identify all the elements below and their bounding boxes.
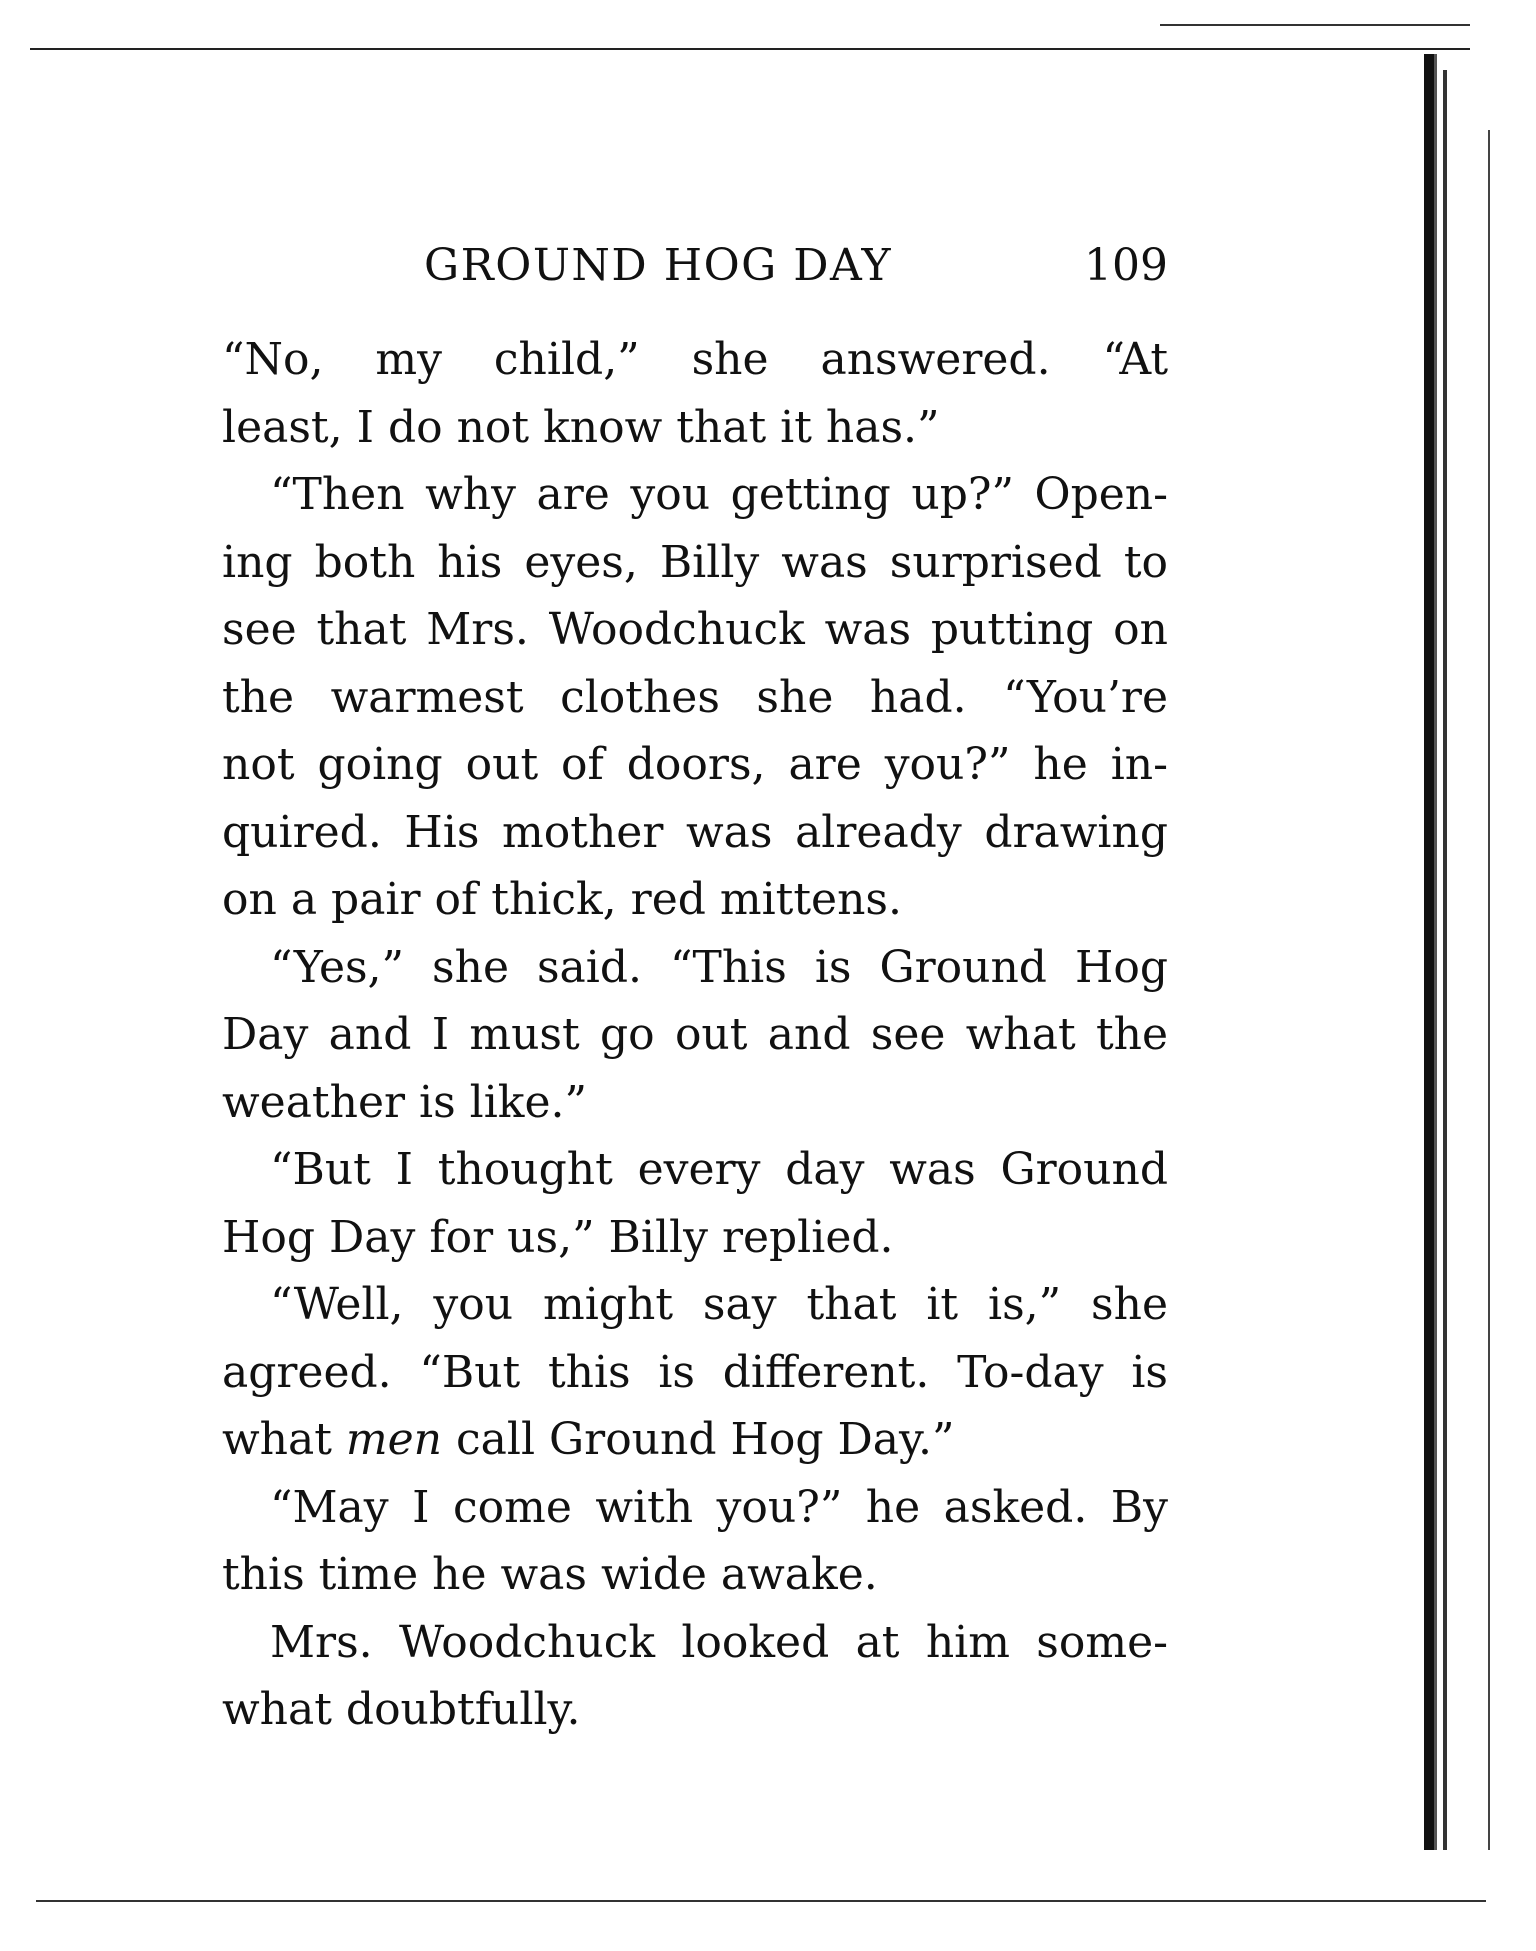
page-header [222,232,1168,302]
text-line: “But I thought every day was Ground [270,1144,1168,1195]
text-line: what doubtfully. [222,1684,581,1735]
book-spine-edge [1443,70,1447,1850]
text-line: “Yes,” she said. “This is Ground Hog [270,941,1168,993]
text-segment: what [222,1414,346,1465]
text-line: Day and I must go out and see what the [222,1009,1168,1060]
scan-border-top [30,48,1470,50]
text-line [222,1406,1168,1474]
text-line: not going out of doors, are you?” he in- [222,739,1168,790]
book-page-edge [1488,130,1490,1850]
scan-border-top-right [1160,24,1470,26]
text-line: “Well, you might say that it is,” she [270,1279,1168,1330]
text-line: Mrs. Woodchuck looked at him some- [270,1616,1168,1668]
page-number: 109 [1084,240,1168,291]
text-line: “No, my child,” she answered. “At [222,334,1168,385]
text-line: weather is like.” [222,1076,587,1128]
italic-word: men [345,1414,443,1465]
text-line: Hog Day for us,” Billy replied. [222,1211,894,1263]
text-segment: call Ground Hog Day.” [442,1414,955,1465]
text-line: this time he was wide awake. [222,1549,878,1600]
text-line: quired. His mother was already drawing [222,806,1168,858]
text-line: “Then why are you getting up?” Open- [270,469,1168,520]
text-line: least, I do not know that it has.” [222,401,940,453]
text-line: the warmest clothes she had. “You’re [222,671,1168,723]
text-line: agreed. “But this is different. To-day is [222,1346,1168,1398]
running-head: GROUND HOG DAY [424,240,893,291]
text-line: see that Mrs. Woodchuck was putting on [222,604,1168,655]
scan-border-bottom [36,1900,1486,1902]
text-line: ing both his eyes, Billy was surprised to [222,536,1168,588]
body-text [222,326,1168,1744]
book-spine-shadow [1424,54,1437,1850]
text-line: on a pair of thick, red mittens. [222,874,902,925]
text-line: “May I come with you?” he asked. By [270,1481,1168,1533]
